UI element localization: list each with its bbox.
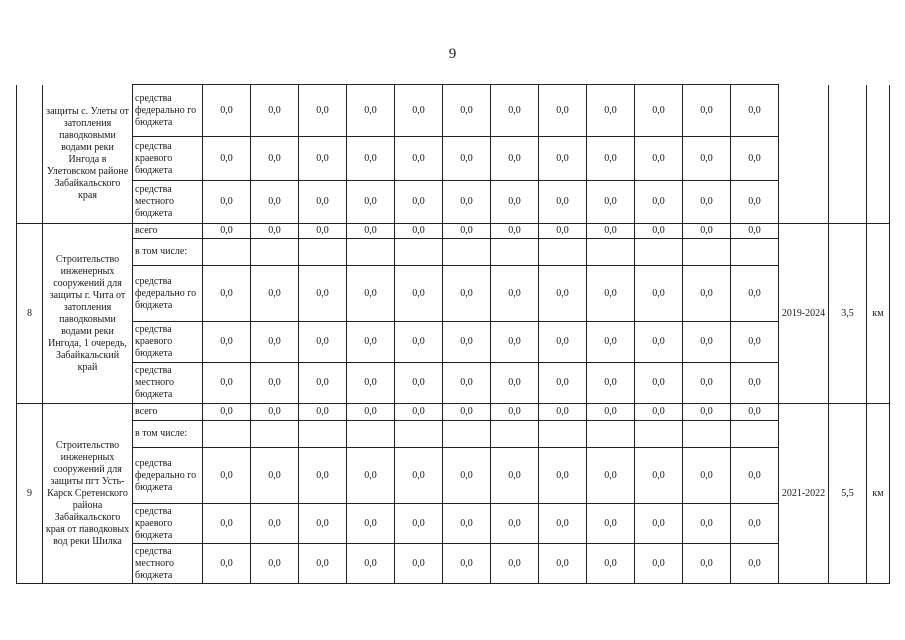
value-cell: 0,0: [347, 544, 395, 584]
value-cell: 0,0: [635, 266, 683, 322]
value-cell: 0,0: [491, 544, 539, 584]
page-number: 9: [448, 46, 457, 62]
value-cell: 0,0: [731, 322, 779, 363]
value-cell: 0,0: [299, 266, 347, 322]
value-cell: 0,0: [251, 404, 299, 421]
table-row: [17, 181, 890, 224]
value-cell: [491, 239, 539, 266]
funding-source-label: средства краевого бюджета: [133, 322, 203, 363]
funding-source-label: средства федерально го бюджета: [133, 266, 203, 322]
quantity-cell: [829, 85, 867, 224]
value-cell: 0,0: [299, 404, 347, 421]
value-cell: 0,0: [587, 363, 635, 404]
value-cell: [683, 239, 731, 266]
value-cell: 0,0: [203, 85, 251, 137]
value-cell: 0,0: [683, 363, 731, 404]
table-row: [17, 322, 890, 363]
value-cell: 0,0: [299, 363, 347, 404]
value-cell: 0,0: [539, 448, 587, 504]
value-cell: 0,0: [683, 85, 731, 137]
value-cell: [731, 239, 779, 266]
value-cell: 0,0: [635, 404, 683, 421]
value-cell: 0,0: [491, 363, 539, 404]
budget-table: [16, 84, 890, 584]
value-cell: 0,0: [491, 504, 539, 544]
quantity-cell: 3,5: [829, 224, 867, 404]
value-cell: 0,0: [395, 137, 443, 181]
value-cell: [491, 421, 539, 448]
value-cell: 0,0: [539, 181, 587, 224]
value-cell: 0,0: [251, 266, 299, 322]
value-cell: 0,0: [299, 544, 347, 584]
unit-cell: км: [867, 224, 890, 404]
value-cell: [443, 421, 491, 448]
funding-source-label: в том числе:: [133, 239, 203, 266]
value-cell: 0,0: [347, 404, 395, 421]
value-cell: 0,0: [299, 85, 347, 137]
value-cell: 0,0: [347, 322, 395, 363]
value-cell: 0,0: [203, 322, 251, 363]
value-cell: 0,0: [731, 85, 779, 137]
value-cell: 0,0: [539, 224, 587, 239]
value-cell: 0,0: [299, 137, 347, 181]
period-cell: [779, 85, 829, 224]
value-cell: 0,0: [299, 504, 347, 544]
value-cell: [683, 421, 731, 448]
value-cell: 0,0: [539, 137, 587, 181]
value-cell: 0,0: [395, 363, 443, 404]
value-cell: 0,0: [587, 137, 635, 181]
value-cell: 0,0: [731, 404, 779, 421]
value-cell: 0,0: [395, 544, 443, 584]
value-cell: 0,0: [635, 544, 683, 584]
value-cell: 0,0: [251, 448, 299, 504]
value-cell: 0,0: [587, 85, 635, 137]
value-cell: 0,0: [683, 137, 731, 181]
period-cell: 2021-2022: [779, 404, 829, 584]
value-cell: 0,0: [635, 363, 683, 404]
funding-source-label: средства краевого бюджета: [133, 137, 203, 181]
value-cell: 0,0: [347, 448, 395, 504]
table-row: [17, 266, 890, 322]
value-cell: [587, 421, 635, 448]
table-row: [17, 404, 890, 421]
value-cell: [347, 239, 395, 266]
value-cell: 0,0: [731, 448, 779, 504]
value-cell: 0,0: [635, 322, 683, 363]
table-row: [17, 137, 890, 181]
value-cell: [299, 239, 347, 266]
value-cell: 0,0: [539, 404, 587, 421]
value-cell: 0,0: [731, 266, 779, 322]
value-cell: 0,0: [635, 448, 683, 504]
funding-source-label: средства местного бюджета: [133, 363, 203, 404]
value-cell: 0,0: [491, 137, 539, 181]
value-cell: 0,0: [731, 137, 779, 181]
value-cell: 0,0: [731, 181, 779, 224]
value-cell: 0,0: [395, 85, 443, 137]
value-cell: 0,0: [347, 137, 395, 181]
value-cell: 0,0: [347, 85, 395, 137]
value-cell: 0,0: [443, 448, 491, 504]
value-cell: 0,0: [251, 224, 299, 239]
value-cell: [443, 239, 491, 266]
table-row: [17, 504, 890, 544]
value-cell: [203, 421, 251, 448]
value-cell: 0,0: [395, 266, 443, 322]
value-cell: 0,0: [203, 224, 251, 239]
value-cell: 0,0: [251, 137, 299, 181]
value-cell: 0,0: [203, 363, 251, 404]
value-cell: 0,0: [443, 224, 491, 239]
value-cell: 0,0: [731, 504, 779, 544]
value-cell: 0,0: [539, 322, 587, 363]
value-cell: 0,0: [299, 322, 347, 363]
table-body: [17, 85, 890, 584]
value-cell: [251, 421, 299, 448]
value-cell: [203, 239, 251, 266]
value-cell: 0,0: [395, 322, 443, 363]
value-cell: 0,0: [683, 544, 731, 584]
table-row: [17, 448, 890, 504]
row-number: [17, 85, 43, 224]
value-cell: 0,0: [443, 85, 491, 137]
value-cell: [587, 239, 635, 266]
value-cell: 0,0: [491, 404, 539, 421]
value-cell: 0,0: [251, 85, 299, 137]
value-cell: 0,0: [443, 181, 491, 224]
value-cell: [299, 421, 347, 448]
table-row: [17, 85, 890, 137]
value-cell: 0,0: [203, 137, 251, 181]
value-cell: 0,0: [731, 544, 779, 584]
value-cell: 0,0: [347, 363, 395, 404]
project-name: Строительство инженерных сооружений для защиты г. Чита от затопления паводковыми водами реки Ингода, 1 очередь, Забайкальский край: [43, 224, 133, 404]
table-row: [17, 421, 890, 448]
value-cell: 0,0: [395, 404, 443, 421]
funding-source-label: средства местного бюджета: [133, 544, 203, 584]
value-cell: 0,0: [443, 266, 491, 322]
value-cell: 0,0: [539, 266, 587, 322]
value-cell: [395, 239, 443, 266]
funding-source-label: средства местного бюджета: [133, 181, 203, 224]
value-cell: 0,0: [587, 544, 635, 584]
value-cell: 0,0: [203, 404, 251, 421]
value-cell: 0,0: [251, 363, 299, 404]
value-cell: 0,0: [587, 224, 635, 239]
value-cell: 0,0: [347, 224, 395, 239]
value-cell: 0,0: [299, 224, 347, 239]
value-cell: 0,0: [203, 266, 251, 322]
unit-cell: км: [867, 404, 890, 584]
project-name: защиты с. Улеты от затопления паводковыми водами реки Ингода в Улетовском районе Забайкальского края: [43, 85, 133, 224]
value-cell: 0,0: [395, 224, 443, 239]
value-cell: [539, 239, 587, 266]
value-cell: 0,0: [395, 504, 443, 544]
project-name: Строительство инженерных сооружений для защиты пгт Усть-Карск Сретенского района Забайкальского края от паводковых вод реки Шилка: [43, 404, 133, 584]
table-row: [17, 224, 890, 239]
value-cell: 0,0: [251, 504, 299, 544]
value-cell: 0,0: [587, 448, 635, 504]
table-row: [17, 363, 890, 404]
row-number: 8: [17, 224, 43, 404]
value-cell: 0,0: [539, 85, 587, 137]
value-cell: 0,0: [203, 181, 251, 224]
value-cell: 0,0: [251, 544, 299, 584]
row-number: 9: [17, 404, 43, 584]
value-cell: 0,0: [203, 504, 251, 544]
quantity-cell: 5,5: [829, 404, 867, 584]
value-cell: [395, 421, 443, 448]
value-cell: 0,0: [683, 224, 731, 239]
value-cell: 0,0: [443, 137, 491, 181]
value-cell: 0,0: [251, 181, 299, 224]
value-cell: 0,0: [443, 322, 491, 363]
funding-source-label: средства федерально го бюджета: [133, 448, 203, 504]
value-cell: 0,0: [731, 224, 779, 239]
value-cell: 0,0: [731, 363, 779, 404]
value-cell: 0,0: [443, 544, 491, 584]
unit-cell: [867, 85, 890, 224]
value-cell: 0,0: [587, 504, 635, 544]
value-cell: 0,0: [683, 266, 731, 322]
value-cell: 0,0: [299, 448, 347, 504]
value-cell: 0,0: [491, 266, 539, 322]
funding-source-label: средства краевого бюджета: [133, 504, 203, 544]
value-cell: 0,0: [539, 363, 587, 404]
value-cell: 0,0: [587, 322, 635, 363]
value-cell: [251, 239, 299, 266]
value-cell: 0,0: [203, 448, 251, 504]
value-cell: 0,0: [635, 224, 683, 239]
value-cell: 0,0: [443, 404, 491, 421]
value-cell: 0,0: [683, 448, 731, 504]
value-cell: 0,0: [347, 504, 395, 544]
value-cell: 0,0: [251, 322, 299, 363]
value-cell: 0,0: [347, 266, 395, 322]
value-cell: 0,0: [491, 322, 539, 363]
value-cell: 0,0: [491, 181, 539, 224]
table-row: [17, 544, 890, 584]
value-cell: [635, 421, 683, 448]
value-cell: 0,0: [299, 181, 347, 224]
table-row: [17, 239, 890, 266]
value-cell: [635, 239, 683, 266]
funding-source-label: средства федерально го бюджета: [133, 85, 203, 137]
value-cell: 0,0: [587, 404, 635, 421]
value-cell: 0,0: [491, 448, 539, 504]
value-cell: 0,0: [635, 137, 683, 181]
period-cell: 2019-2024: [779, 224, 829, 404]
value-cell: 0,0: [347, 181, 395, 224]
value-cell: 0,0: [683, 181, 731, 224]
value-cell: 0,0: [683, 504, 731, 544]
value-cell: 0,0: [443, 504, 491, 544]
value-cell: 0,0: [635, 504, 683, 544]
value-cell: 0,0: [395, 448, 443, 504]
value-cell: [539, 421, 587, 448]
value-cell: [347, 421, 395, 448]
funding-source-label: всего: [133, 224, 203, 239]
value-cell: 0,0: [203, 544, 251, 584]
value-cell: 0,0: [683, 404, 731, 421]
funding-source-label: всего: [133, 404, 203, 421]
value-cell: [731, 421, 779, 448]
value-cell: 0,0: [587, 266, 635, 322]
value-cell: 0,0: [395, 181, 443, 224]
value-cell: 0,0: [635, 181, 683, 224]
funding-source-label: в том числе:: [133, 421, 203, 448]
value-cell: 0,0: [491, 224, 539, 239]
value-cell: 0,0: [539, 504, 587, 544]
value-cell: 0,0: [443, 363, 491, 404]
value-cell: 0,0: [635, 85, 683, 137]
value-cell: 0,0: [539, 544, 587, 584]
value-cell: 0,0: [491, 85, 539, 137]
value-cell: 0,0: [587, 181, 635, 224]
value-cell: 0,0: [683, 322, 731, 363]
